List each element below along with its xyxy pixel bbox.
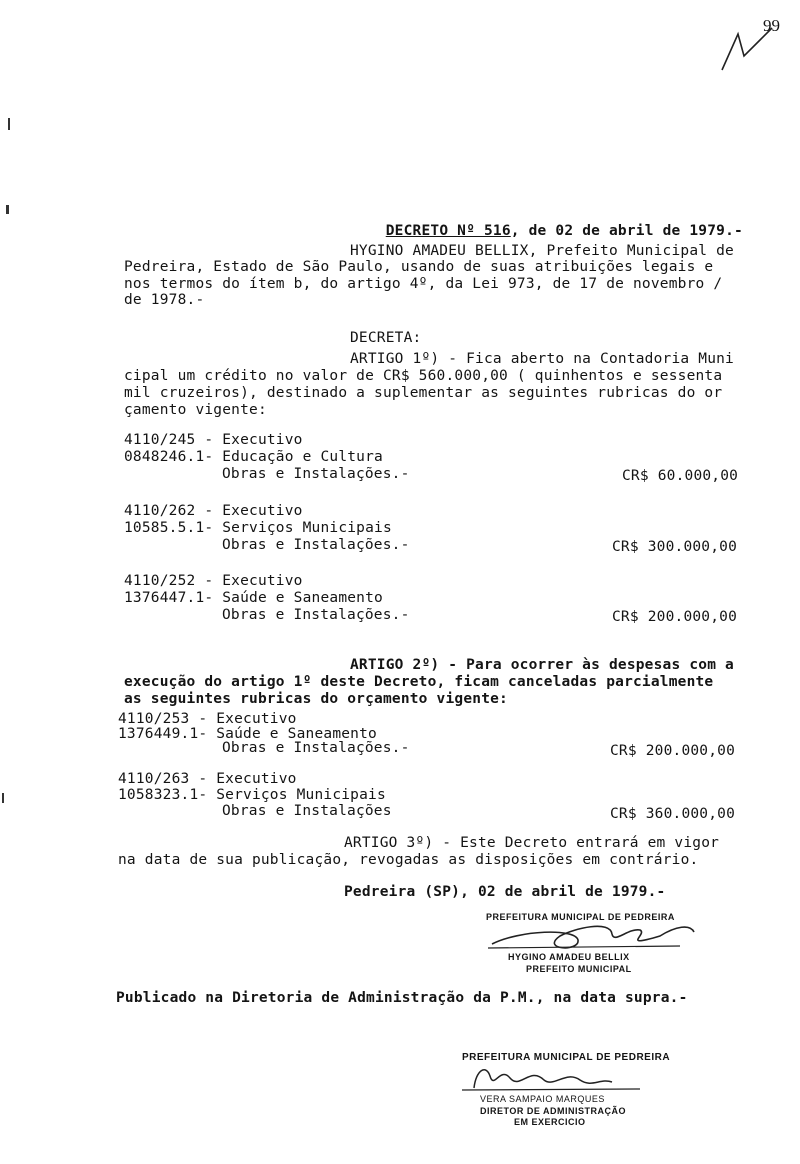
budget-detail: Obras e Instalações (222, 803, 392, 819)
artigo2-line: ARTIGO 2º) - Para ocorrer às despesas com a (350, 657, 734, 673)
budget-detail: Obras e Instalações.- (222, 740, 410, 756)
artigo1-line: cipal um crédito no valor de CR$ 560.000,00 ( quinhentos e sessenta (124, 368, 723, 384)
artigo1-line: ARTIGO 1º) - Fica aberto na Contadoria Muni (350, 351, 734, 367)
artigo1-line: çamento vigente: (124, 402, 267, 418)
budget-amount: CR$ 200.000,00 (612, 609, 738, 625)
budget-sub: 1376447.1- Saúde e Saneamento (124, 590, 383, 606)
artigo2-line: execução do artigo 1º deste Decreto, ficam canceladas parcialmente (124, 674, 714, 690)
signature2-scrawl (474, 1070, 612, 1088)
budget-detail: Obras e Instalações.- (222, 607, 410, 623)
published-note: Publicado na Diretoria de Administração da P.M., na data supra.- (116, 990, 688, 1006)
budget-code: 4110/252 - Executivo (124, 573, 303, 589)
budget-detail: Obras e Instalações.- (222, 537, 410, 553)
artigo1-line: mil cruzeiros), destinado a suplementar as seguintes rubricas do or (124, 385, 723, 401)
budget-code: 4110/245 - Executivo (124, 432, 303, 448)
budget-detail: Obras e Instalações.- (222, 466, 410, 482)
budget-amount: CR$ 300.000,00 (612, 539, 738, 555)
decree-id: DECRETO Nº 516 (385, 223, 511, 239)
page-number: 99 (763, 16, 780, 35)
signature2-title: DIRETOR DE ADMINISTRAÇÃO (480, 1106, 627, 1116)
signature1-scrawl (492, 926, 694, 948)
signature1-name: HYGINO AMADEU BELLIX (508, 952, 630, 962)
signature2-name: VERA SAMPAIO MARQUES (480, 1094, 605, 1104)
signature2-org: PREFEITURA MUNICIPAL DE PEDREIRA (462, 1052, 671, 1063)
preamble-line: Pedreira, Estado de São Paulo, usando de suas atribuições legais e (124, 259, 714, 275)
place-date: Pedreira (SP), 02 de abril de 1979.- (344, 884, 666, 900)
budget-amount: CR$ 60.000,00 (622, 468, 739, 484)
artigo2-line: as seguintes rubricas do orçamento vigente: (124, 691, 508, 707)
decreta-heading: DECRETA: (350, 330, 422, 346)
preamble-line: nos termos do ítem b, do artigo 4º, da Lei 973, de 17 de novembro / (124, 276, 723, 292)
page-number-flourish (722, 28, 772, 70)
signature1-title: PREFEITO MUNICIPAL (526, 964, 632, 974)
decree-date: , de 02 de abril de 1979.- (510, 223, 743, 239)
signature2-underline (462, 1089, 640, 1090)
preamble-line: HYGINO AMADEU BELLIX, Prefeito Municipal de (350, 243, 734, 259)
budget-amount: CR$ 360.000,00 (610, 806, 736, 822)
signature1-org: PREFEITURA MUNICIPAL DE PEDREIRA (486, 912, 675, 922)
budget-amount: CR$ 200.000,00 (610, 743, 736, 759)
preamble-line: de 1978.- (124, 292, 205, 308)
signature1-underline (488, 946, 680, 948)
budget-sub: 0848246.1- Educação e Cultura (124, 449, 383, 465)
artigo3-line: ARTIGO 3º) - Este Decreto entrará em vigor (344, 835, 720, 851)
budget-sub: 10585.5.1- Serviços Municipais (124, 520, 392, 536)
budget-code: 4110/253 - Executivo (118, 711, 297, 727)
artigo3-line: na data de sua publicação, revogadas as disposições em contrário. (118, 852, 699, 868)
budget-code: 4110/263 - Executivo (118, 771, 297, 787)
budget-sub: 1376449.1- Saúde e Saneamento (118, 726, 377, 742)
budget-sub: 1058323.1- Serviços Municipais (118, 787, 386, 803)
budget-code: 4110/262 - Executivo (124, 503, 303, 519)
signature2-status: EM EXERCICIO (514, 1117, 586, 1127)
